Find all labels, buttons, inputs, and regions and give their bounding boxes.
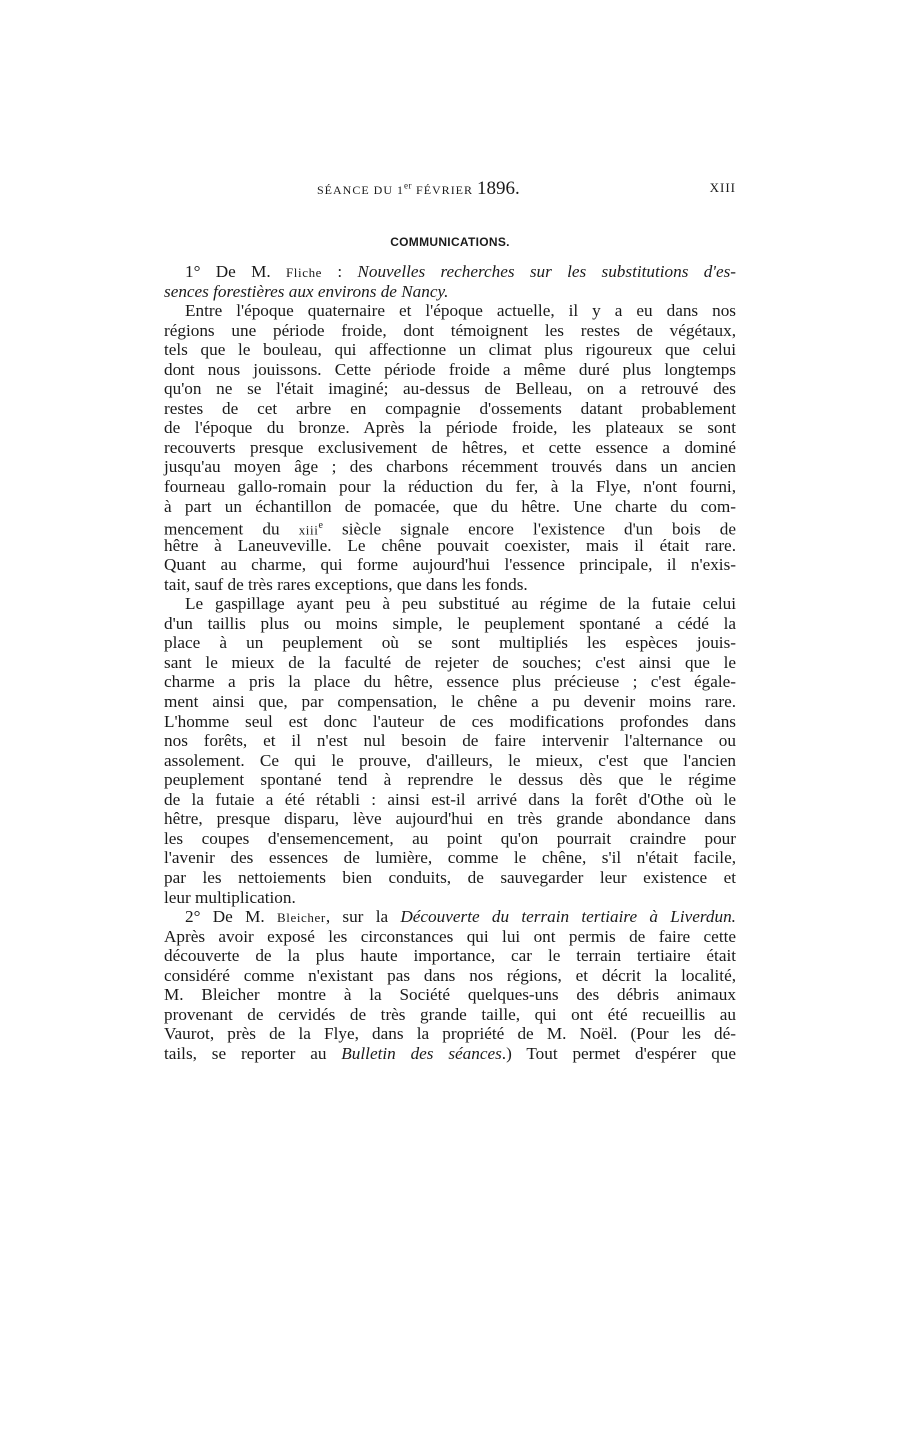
text-line: mencement du xiii$^e$ siècle signale encore l'existence d'un bois de	[164, 519, 737, 539]
body-text	[164, 262, 736, 1063]
text-line: nos forêts, et il n'est nul besoin de faire intervenir l'alternance ou	[164, 731, 736, 751]
text-line: tails, se reporter au Bulletin des séances.) Tout permet d'espérer que	[164, 1043, 737, 1063]
text-line: Vaurot, près de la Flye, dans la propriété de M. Noël. (Pour les dé-	[164, 1024, 736, 1044]
text-line: place à un peuplement où se sont multipliés les espèces jouis-	[164, 633, 736, 653]
text-line: peuplement spontané tend à reprendre le dessus dès que le régime	[164, 770, 736, 790]
text-line: l'avenir des essences de lumière, comme le chêne, s'il n'était facile,	[164, 848, 736, 868]
text-line: jusqu'au moyen âge ; des charbons récemment trouvés dans un ancien	[164, 457, 736, 477]
text-line: hêtre, presque disparu, lève aujourd'hui en très grande abondance dans	[164, 809, 736, 829]
title-sup: er	[404, 180, 413, 191]
title-part2: FÉVRIER	[412, 183, 478, 197]
text-line: à part un échantillon de pomacée, que du hêtre. Une charte du com-	[164, 496, 736, 516]
text-line: d'un taillis plus ou moins simple, le peuplement spontané a cédé la	[164, 613, 736, 633]
text-line: dont nous jouissons. Cette période froide a même duré plus longtemps	[164, 359, 736, 379]
section-title: COMMUNICATIONS.	[390, 235, 510, 249]
text-line: ment ainsi que, par compensation, le chêne a pu devenir moins rare.	[164, 692, 736, 712]
text-line: régions une période froide, dont témoignent les restes de végétaux,	[164, 320, 736, 340]
text-line: L'homme seul est donc l'auteur de ces modifications profondes dans	[164, 711, 736, 731]
author-name: Bleicher	[276, 910, 326, 926]
item2-line: 2° De M. Bleicher, sur la Découverte du terrain tertiaire à Liverdun.	[185, 907, 736, 927]
century-numeral: xiii	[298, 522, 319, 538]
text-line: de l'époque du bronze. Après la période froide, les plateaux se sont	[164, 418, 736, 438]
text-line: charme a pris la place du hêtre, essence plus précieuse ; c'est égale-	[164, 672, 736, 692]
author-name: Fliche	[285, 265, 323, 280]
communication-title: Nouvelles recherches sur les substitutions d'es-	[357, 262, 737, 281]
text-line: par les nettoiements bien conduits, de sauvegarder leur existence et	[164, 867, 736, 887]
text-line: découverte de la plus haute importance, car le terrain tertiaire était	[164, 946, 736, 966]
text-line: tait, sauf de très rares exceptions, que dans les fonds.	[164, 574, 528, 594]
communication-title: Découverte du terrain tertiaire à Liverdun.	[400, 907, 736, 927]
text-line: hêtre à Laneuveville. Le chêne pouvait coexister, mais il était rare.	[164, 535, 736, 555]
text-line: tels que le bouleau, qui affectionne un climat plus rigoureux que celui	[164, 340, 736, 360]
text-line: leur multiplication.	[164, 887, 296, 907]
page-number: XIII	[709, 180, 736, 195]
text-line: M. Bleicher montre à la Société quelques-uns des débris animaux	[164, 985, 736, 1005]
text-line: Après avoir exposé les circonstances qui lui ont permis de faire cette	[164, 926, 736, 946]
text-line: considéré comme n'existant pas dans nos régions, et décrit la localité,	[164, 965, 736, 985]
item1-line2: sences forestières aux environs de Nancy.	[164, 281, 449, 301]
text-line: Entre l'époque quaternaire et l'époque actuelle, il y a eu dans nos	[185, 301, 736, 321]
bulletin-title: Bulletin des séances	[341, 1043, 502, 1063]
text-line: fourneau gallo-romain pour la réduction du fer, à la Flye, n'ont fourni,	[164, 477, 736, 497]
item1-line1: 1° De M. Fliche : Nouvelles recherches sur les substitutions d'es-	[185, 262, 737, 281]
title-year: 1896.	[477, 178, 520, 199]
text-line: restes de cet arbre en compagnie d'ossements datant probablement	[164, 398, 736, 418]
text-line: qu'on ne se l'était imaginé; au-dessus de Belleau, on a retrouvé des	[164, 379, 736, 399]
text-line: sant le mieux de la faculté de rejeter de souches; c'est ainsi que le	[164, 652, 736, 672]
running-title	[317, 178, 520, 200]
text-line: Quant au charme, qui forme aujourd'hui l'essence principale, il n'exis-	[164, 555, 736, 575]
text-line: provenant de cervidés de très grande taille, qui ont été recueillis au	[164, 1004, 736, 1024]
text-line: assolement. Ce qui le prouve, d'ailleurs, le mieux, c'est que l'ancien	[164, 750, 736, 770]
text-line: Le gaspillage ayant peu à peu substitué au régime de la futaie celui	[185, 594, 736, 614]
text-line: recouverts presque exclusivement de hêtres, et cette essence a dominé	[164, 437, 736, 457]
text-line: de la futaie a été rétabli : ainsi est-il arrivé dans la forêt d'Othe où le	[164, 789, 736, 809]
text-line: les coupes d'ensemencement, au point qu'on pourrait craindre pour	[164, 828, 736, 848]
title-part1: SÉANCE DU 1	[317, 183, 405, 197]
